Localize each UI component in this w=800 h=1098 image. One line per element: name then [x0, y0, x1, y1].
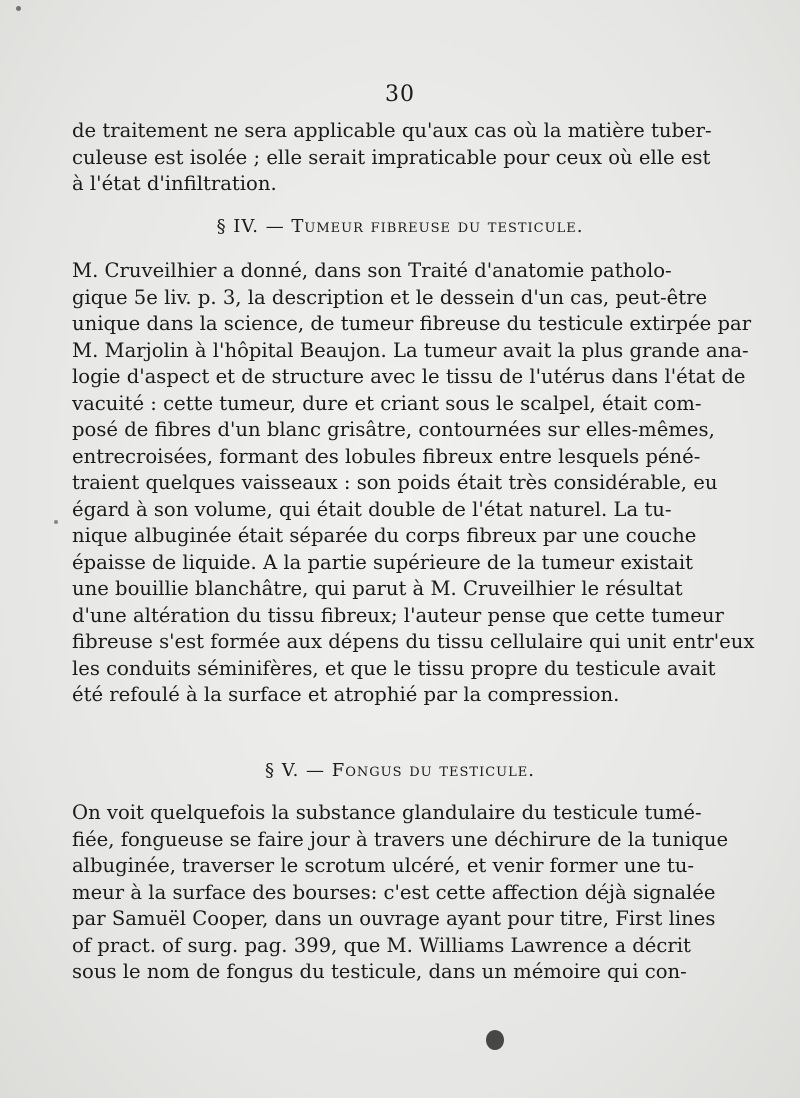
text-line: traient quelques vaisseaux : son poids était très considérable, eu — [72, 471, 718, 494]
text-line: à l'état d'infiltration. — [72, 172, 277, 195]
text-line: culeuse est isolée ; elle serait impraticable pour ceux où elle est — [72, 145, 711, 169]
paragraph-iv — [72, 258, 755, 709]
text-line: fibreuse s'est formée aux dépens du tissu cellulaire qui unit entr'eux — [72, 630, 755, 653]
text-line: une bouillie blanchâtre, qui parut à M. Cruveilhier le résultat — [72, 577, 683, 600]
text-line: de traitement ne sera applicable qu'aux cas où la matière tuber- — [72, 119, 712, 142]
text-line: épaisse de liquide. A la partie supérieure de la tumeur existait — [72, 550, 693, 574]
text-line: On voit quelquefois la substance glandulaire du testicule tumé- — [72, 801, 702, 824]
text-line: unique dans la science, de tumeur fibreuse du testicule extirpée par — [72, 312, 752, 335]
text-line: gique 5e liv. p. 3, la description et le dessein d'un cas, peut-être — [72, 285, 708, 309]
text-line: sous le nom de fongus du testicule, dans un mémoire qui con- — [72, 960, 687, 983]
text-line: vacuité : cette tumeur, dure et criant sous le scalpel, était com- — [72, 391, 702, 415]
page-number: 30 — [385, 82, 415, 107]
text-line: entrecroisées, formant des lobules fibreux entre lesquels péné- — [72, 444, 701, 468]
text-line: fiée, fongueuse se faire jour à travers une déchirure de la tunique — [72, 827, 729, 851]
paragraph-v — [72, 800, 729, 986]
text-line: meur à la surface des bourses: c'est cette affection déjà signalée — [72, 880, 716, 904]
text-line: les conduits séminifères, et que le tissu propre du testicule avait — [72, 656, 716, 680]
ink-blot — [486, 1030, 504, 1050]
text-line: été refoulé à la surface et atrophié par la compression. — [72, 683, 620, 706]
ink-speck — [16, 6, 21, 11]
text-line: albuginée, traverser le scrotum ulcéré, et venir former une tu- — [72, 854, 695, 877]
text-line: logie d'aspect et de structure avec le tissu de l'utérus dans l'état de — [72, 365, 746, 388]
text-line: par Samuël Cooper, dans un ouvrage ayant pour titre, First lines — [72, 907, 716, 930]
section-heading-iv: § IV. — Tumeur fibreuse du testicule. — [216, 216, 584, 237]
text-line: posé de fibres d'un blanc grisâtre, contournées sur elles-mêmes, — [72, 418, 715, 441]
text-line: égard à son volume, qui était double de l'état naturel. La tu- — [72, 497, 672, 521]
ink-speck — [54, 520, 58, 524]
text-line: nique albuginée était séparée du corps fibreux par une couche — [72, 524, 697, 547]
paragraph-top — [72, 118, 712, 198]
text-line: M. Marjolin à l'hôpital Beaujon. La tumeur avait la plus grande ana- — [72, 338, 749, 362]
text-line: d'une altération du tissu fibreux; l'auteur pense que cette tumeur — [72, 603, 724, 627]
text-line: of pract. of surg. pag. 399, que M. Williams Lawrence a décrit — [72, 933, 691, 957]
section-heading-v: § V. — Fongus du testicule. — [265, 760, 535, 781]
text-line: M. Cruveilhier a donné, dans son Traité d'anatomie patholo- — [72, 259, 672, 282]
